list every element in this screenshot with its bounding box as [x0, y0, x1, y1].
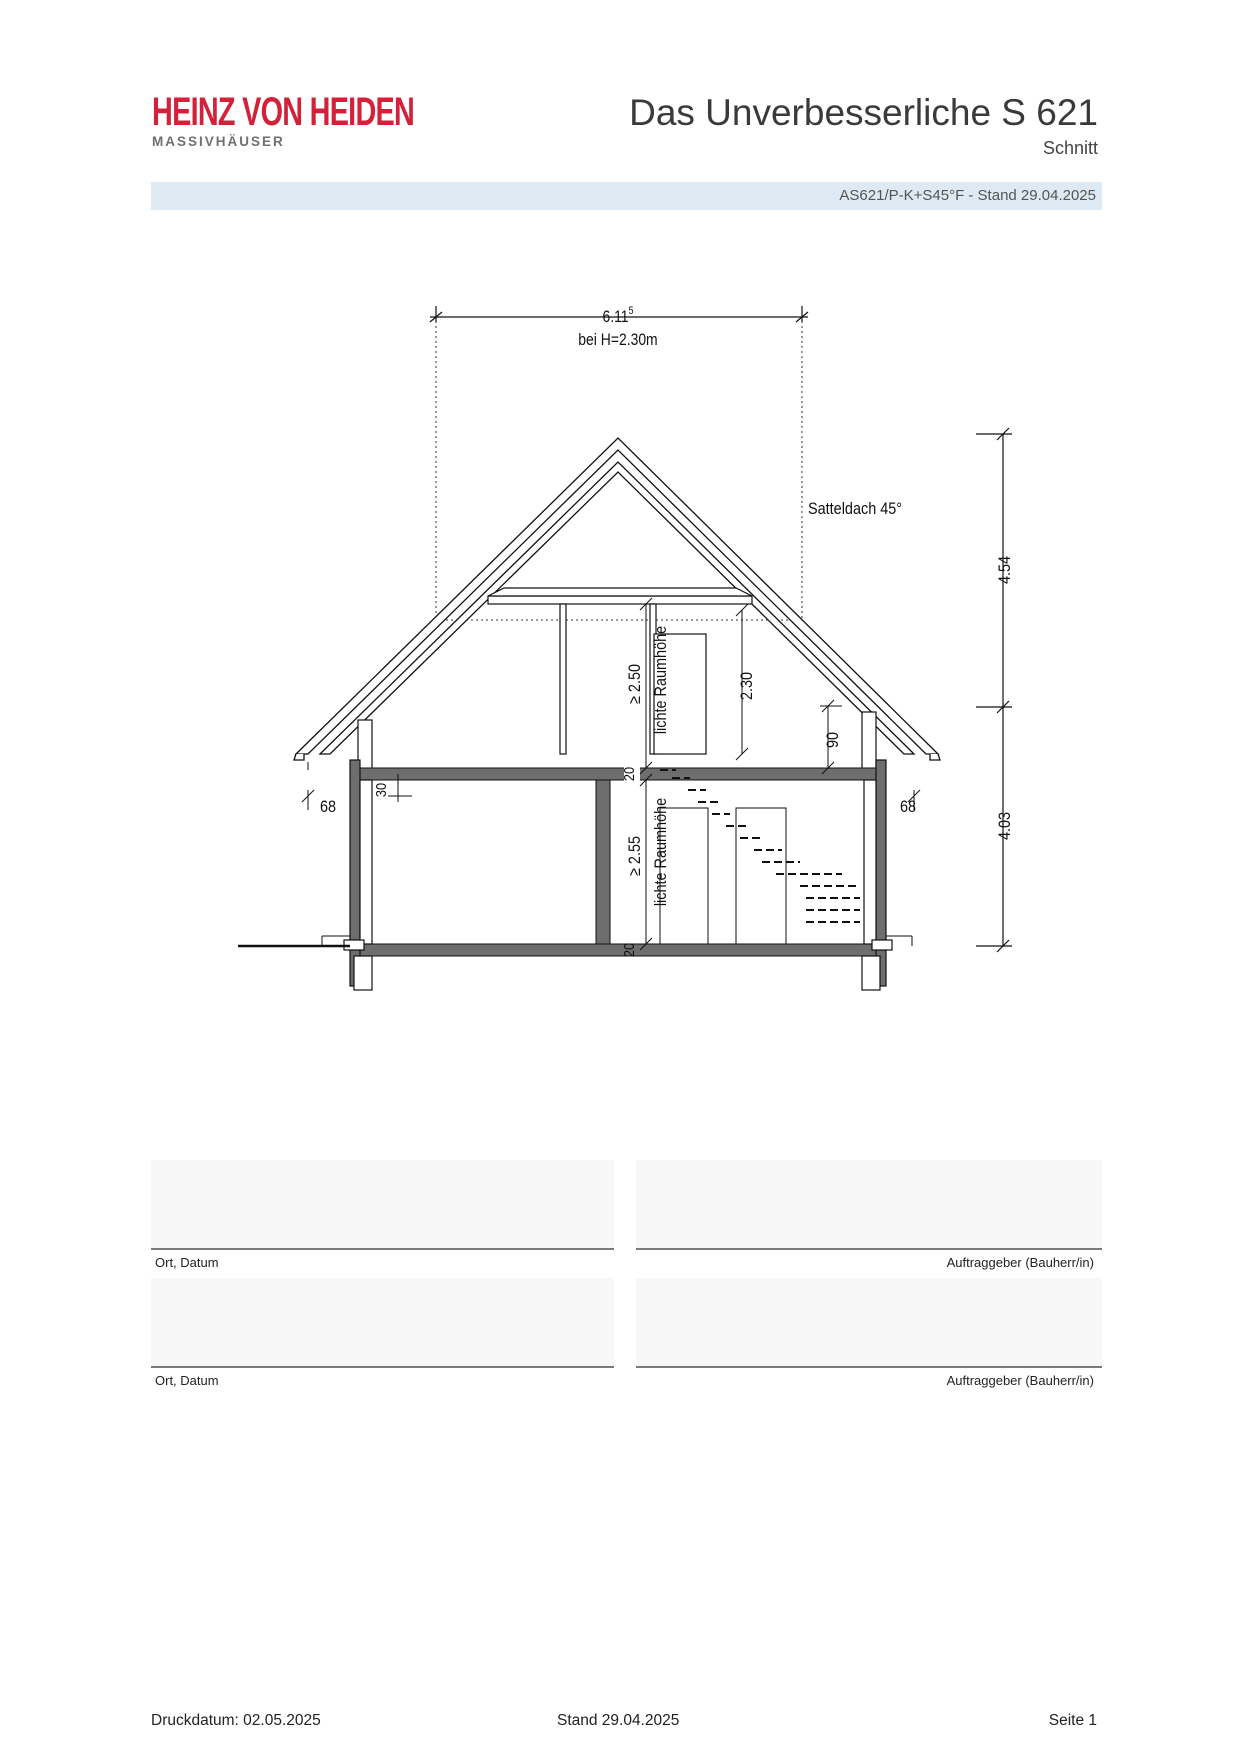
height-dimension-line: [976, 428, 1015, 952]
signature-field-place-date-1[interactable]: [151, 1160, 614, 1250]
logo-wordmark: HEINZ VON HEIDEN: [152, 90, 415, 134]
height-lower-label: 4.03: [995, 811, 1015, 841]
signature-field-place-date-2[interactable]: [151, 1278, 614, 1368]
signature-field-client-2[interactable]: [636, 1278, 1102, 1368]
upper-room-height: ≥ 2.50: [625, 663, 645, 705]
print-date: Druckdatum: 02.05.2025: [151, 1712, 321, 1729]
roof-type-label: Satteldach 45°: [808, 499, 903, 519]
page-number: Seite 1: [1048, 1712, 1097, 1729]
height-upper-label: 4.54: [995, 555, 1015, 585]
knee-90-label: 90: [823, 731, 843, 749]
logo-tagline: MASSIVHÄUSER: [152, 134, 285, 149]
lower-room-height: ≥ 2.55: [625, 835, 645, 877]
signature-label-place-date-1: Ort, Datum: [155, 1255, 219, 1270]
width-dimension-note: bei H=2.30m: [578, 330, 658, 350]
signature-label-place-date-2: Ort, Datum: [155, 1373, 219, 1388]
dim-30-label: 30: [371, 782, 390, 798]
overhang-left-label: 68: [319, 797, 337, 817]
gutters: [294, 754, 940, 760]
interior-doors: [660, 808, 786, 944]
upper-room-label: lichte Raumhöhe: [651, 625, 671, 735]
width-dimension: 6.11$^5$: [602, 305, 634, 327]
interior-wall: [596, 780, 610, 944]
knee-230-label: 2.30: [737, 671, 757, 701]
lower-room-label: lichte Raumhöhe: [651, 797, 671, 907]
stand-date: Stand 29.04.2025: [557, 1712, 680, 1729]
page-title: Das Unverbesserliche S 621: [629, 92, 1098, 133]
signature-label-client-1: Auftraggeber (Bauherr/in): [946, 1255, 1094, 1270]
signature-label-client-2: Auftraggeber (Bauherr/in): [946, 1373, 1094, 1388]
slab-20-lower: 20: [619, 942, 638, 958]
page-subtitle: Schnitt: [1042, 138, 1098, 158]
signature-field-client-1[interactable]: [636, 1160, 1102, 1250]
foundation: [354, 956, 880, 990]
collar-tie: [488, 588, 752, 604]
floor-slabs: [352, 768, 884, 956]
slab-20-upper: 20: [619, 766, 638, 782]
overhang-right-label: 68: [899, 797, 917, 817]
reference-text: AS621/P-K+S45°F - Stand 29.04.2025: [839, 187, 1096, 204]
